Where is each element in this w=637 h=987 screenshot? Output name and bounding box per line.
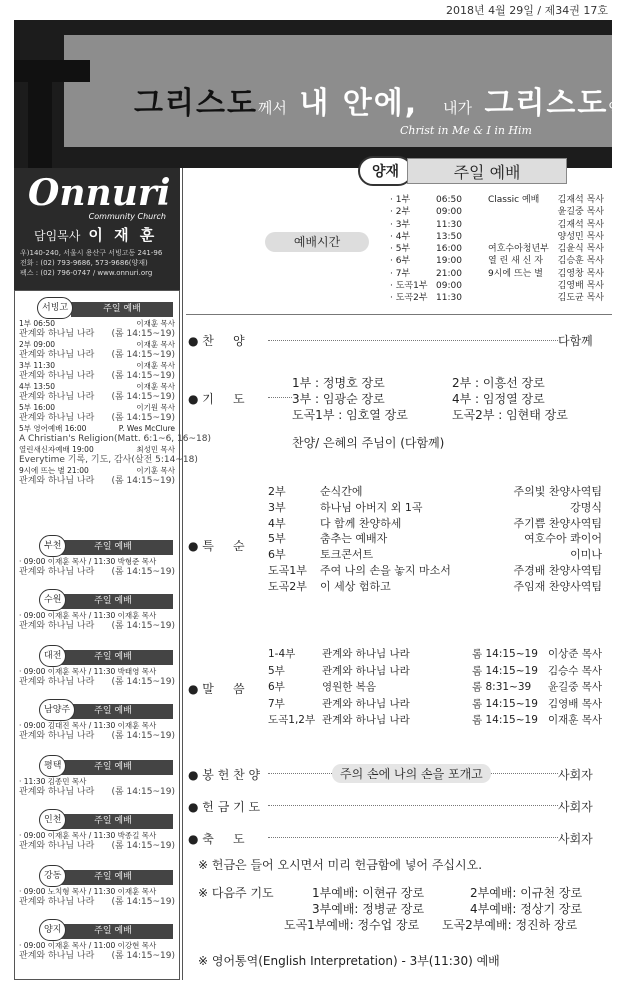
preacher: 이재훈 목사 xyxy=(136,340,175,349)
campus-sermon xyxy=(15,620,179,632)
bong-label: ● 봉 헌 찬 양 xyxy=(188,768,261,782)
song: 하나님 아버지 외 1곡 xyxy=(320,500,423,514)
schedule-cell: 열 린 새 신 자 xyxy=(488,256,543,267)
preacher: 이재훈 목사 xyxy=(136,382,175,391)
schedule-cell: 여호수아청년부 xyxy=(488,244,549,255)
campus-header xyxy=(39,535,173,557)
scripture: (롬 14:15~19) xyxy=(111,350,175,360)
campus-header xyxy=(39,645,173,667)
sermon-title: 관계와 하나님 나라 xyxy=(19,476,95,486)
preacher: 김승수 목사 xyxy=(547,664,602,677)
service: 3부 xyxy=(268,500,286,514)
schedule-cell: 김도균 목사 xyxy=(557,293,604,304)
service-time: 5부 16:00 xyxy=(19,403,56,412)
sermon-list xyxy=(268,646,602,729)
campus-name: 인천 xyxy=(39,809,66,831)
campus-section xyxy=(15,919,179,962)
scripture: (롬 14:15~19) xyxy=(111,731,175,741)
heon-label: ● 헌 금 기 도 xyxy=(188,800,261,814)
schedule-cell: 윤길중 목사 xyxy=(557,207,604,218)
service: 도곡2부 xyxy=(268,579,307,593)
campus-service-title: 주일 예배 xyxy=(53,924,173,939)
preacher: 최성민 목사 xyxy=(136,445,175,454)
schedule-cell: 김재석 목사 xyxy=(557,195,604,205)
schedule-cell: 06:50 xyxy=(436,195,462,205)
service-row xyxy=(15,403,179,412)
service-row xyxy=(15,382,179,391)
service: 5부 xyxy=(268,532,286,546)
preacher: 이재훈 목사 xyxy=(136,361,175,370)
scripture: 롬 14:15~19 xyxy=(472,648,538,660)
sermon-row xyxy=(15,412,179,424)
campus-header xyxy=(39,755,173,777)
schedule-cell: · 7부 xyxy=(390,268,411,279)
seobinggo-section: 서빙고 주일 예배 1부 06:50 이재훈 목사 관계와 하나님 나라 (롬 14:15~19) 2부 09:00 이재훈 목사 관계와 하나님 나라 (롬 14:15~19) 3부 11:30 이재훈 목사 관계와 하나님 나라 (롬 14:15~19) 4부 13:50 이재훈 목사 관계와 하나님 나라 (롬 14:15~19) 5부 16:00 이기원 목사 관계와 하나님 나라 (롬 14:15~19) 5부 영어예배 16:00 P. Wes McClure A Christian's Religion (Matt. 6:1~6, 16~18) 열린새신자예배 19:00 최성민 목사 Everytime 기록, 기도, 감사 (살전 5:14~18) 9시에 뜨는 별 21:00 이기훈 목사 관계와 하나님 나라 (롬 14:15~19) xyxy=(15,297,179,487)
schedule-row xyxy=(390,194,604,206)
church-address: 우)140-240, 서울시 용산구 서빙고동 241-96 전화 : (02) 793-9686, 573-9686(양재) 팩스 : (02) 796-0747 / www.onnuri.org xyxy=(20,249,163,277)
preacher: P. Wes McClure xyxy=(118,424,175,433)
mal-label: ● 말 씀 xyxy=(188,682,245,696)
campus-service-title: 주일 예배 xyxy=(53,760,173,775)
campus-section xyxy=(15,645,179,688)
scripture: (살전 5:14~18) xyxy=(131,455,198,465)
scripture: (롬 14:15~19) xyxy=(111,567,175,577)
campus-name: 부천 xyxy=(39,535,66,557)
song: 순식간에 xyxy=(320,485,363,498)
song: 이 세상 험하고 xyxy=(320,579,391,593)
service: 6부 xyxy=(268,681,285,693)
title: 관계와 하나님 나라 xyxy=(322,648,410,660)
schedule-cell: · 6부 xyxy=(390,256,411,267)
campus-preachers xyxy=(15,777,179,786)
campus-header xyxy=(39,699,173,721)
schedule-cell: 16:00 xyxy=(436,244,462,255)
sermon-row xyxy=(15,433,211,445)
schedule-cell xyxy=(488,231,550,243)
campus-sermon xyxy=(15,676,179,688)
performer: 여호수아 콰이어 xyxy=(524,532,602,546)
sermon-row xyxy=(15,370,179,382)
song: 춤추는 예배자 xyxy=(320,532,388,546)
preachers: · 09:00 이재훈 목사 / 11:30 박종길 목사 xyxy=(19,831,157,840)
sermon-row xyxy=(15,391,179,403)
performer: 강명식 xyxy=(570,500,602,514)
campus-name: 양지 xyxy=(39,919,66,941)
sermon-title: 관계와 하나님 나라 xyxy=(19,350,95,360)
schedule-cell: · 1부 xyxy=(390,195,411,205)
campus-name: 강동 xyxy=(39,865,66,887)
slogan-english: Christ in Me & I in Him xyxy=(400,124,532,137)
campus-preachers xyxy=(15,887,179,896)
scripture: (롬 14:15~19) xyxy=(111,476,175,486)
chan-label: ● 찬 양 xyxy=(188,334,245,348)
sermon-title: Everytime 기록, 기도, 감사 xyxy=(19,455,132,465)
schedule-cell: 13:50 xyxy=(436,231,462,242)
title: 관계와 하나님 나라 xyxy=(322,697,410,710)
scripture: (롬 14:15~19) xyxy=(111,897,175,907)
special-music-row xyxy=(268,579,602,595)
pastor: 담임목사 이 재 훈 xyxy=(34,226,158,244)
scripture: 롬 14:15~19 xyxy=(472,697,538,710)
special-music-list xyxy=(268,484,602,595)
campus-section xyxy=(15,535,179,578)
campus-preachers xyxy=(15,557,179,566)
schedule-cell: 09:00 xyxy=(436,281,462,292)
sermon-row xyxy=(15,475,179,487)
sermon-title: 관계와 하나님 나라 xyxy=(19,841,95,851)
service-row xyxy=(15,424,179,433)
interpretation-note: ※ 영어통역(English Interpretation) - 3부(11:30) 예배 xyxy=(198,954,500,968)
service: 도곡1부 xyxy=(268,563,307,577)
preacher: 이재훈 목사 xyxy=(136,319,175,328)
campus-preachers xyxy=(15,941,179,950)
campus-name: 평택 xyxy=(39,755,66,777)
church-logo-box: Onnuri Community Church 담임목사 이 재 훈 우)140-240, 서울시 용산구 서빙고동 241-96 전화 : (02) 793-9686, 573-9686(양재) 팩스 : (02) 796-0747 / www.onnuri.org xyxy=(14,168,180,290)
campus-service-title: 주일 예배 xyxy=(53,594,173,609)
schedule-cell: 김영창 목사 xyxy=(557,268,604,279)
campus-preachers xyxy=(15,721,179,730)
sermon-title: 관계와 하나님 나라 xyxy=(19,567,95,577)
schedule-cell: 11:30 xyxy=(436,219,462,230)
campus-preachers xyxy=(15,611,179,620)
preachers: · 09:00 이재훈 목사 / 11:30 박태영 목사 xyxy=(19,667,157,676)
schedule-cell: · 도곡1부 xyxy=(390,281,428,292)
schedule-label: 예배시간 xyxy=(265,232,369,252)
slogan: 그리스도께서 내 안에, 내가 그리스도안에 xyxy=(134,86,637,121)
schedule-cell: 김영배 목사 xyxy=(557,281,604,292)
schedule-cell xyxy=(488,206,550,218)
scripture: (롬 14:15~19) xyxy=(111,413,175,423)
service-row xyxy=(15,361,179,370)
schedule-cell xyxy=(488,219,550,231)
campus-column xyxy=(14,290,211,980)
scripture: (롬 14:15~19) xyxy=(111,841,175,851)
campus-section xyxy=(15,699,179,742)
special-music-row xyxy=(268,484,602,500)
sermon-row xyxy=(268,663,602,680)
campus-preachers xyxy=(15,667,179,676)
service-time: 1부 06:50 xyxy=(19,319,56,328)
song: 주여 나의 손을 놓지 마소서 xyxy=(320,563,451,577)
schedule-row xyxy=(390,292,604,304)
schedule-cell: · 도곡2부 xyxy=(390,293,428,304)
schedule-row xyxy=(390,255,604,267)
special-music-row xyxy=(268,547,602,563)
schedule-cell xyxy=(488,292,550,304)
service-time: 2부 09:00 xyxy=(19,340,56,349)
schedule-cell: 11:30 xyxy=(436,293,462,304)
teuk-label: ● 특 순 xyxy=(188,539,245,553)
preachers: · 09:00 김대진 목사 / 11:30 이재훈 목사 xyxy=(19,721,157,730)
schedule-row xyxy=(390,219,604,231)
campus-section xyxy=(15,755,179,798)
preacher: 이기훈 목사 xyxy=(136,466,175,475)
sermon-title: 관계와 하나님 나라 xyxy=(19,677,95,687)
title: 관계와 하나님 나라 xyxy=(322,714,410,726)
next-prayer-label: ※ 다음주 기도 xyxy=(198,886,274,900)
sermon-row xyxy=(268,679,602,696)
campus-header xyxy=(39,809,173,831)
schedule-row xyxy=(390,268,604,280)
preachers: · 09:00 이재훈 목사 / 11:30 이재훈 목사 xyxy=(19,611,157,620)
schedule-cell: 김승훈 목사 xyxy=(557,256,604,267)
sermon-row xyxy=(268,696,602,713)
schedule-cell: 9시에 뜨는 별 xyxy=(488,268,543,279)
scripture: 롬 8:31~39 xyxy=(472,681,532,693)
schedule-cell: · 2부 xyxy=(390,207,411,218)
offertory-song: 주의 손에 나의 손을 포개고 xyxy=(332,764,491,783)
church-logo: Onnuri xyxy=(28,172,171,214)
gido-label: ● 기 도 xyxy=(188,392,245,406)
scripture: (롬 14:15~19) xyxy=(111,951,175,961)
campus-sermon xyxy=(15,786,179,798)
campus-sermon xyxy=(15,730,179,742)
schedule-cell: 양성민 목사 xyxy=(557,231,604,242)
title: 영원한 복음 xyxy=(322,681,377,693)
schedule-row xyxy=(390,231,604,243)
preachers: · 11:30 김종민 목사 xyxy=(19,777,87,786)
service: 1-4부 xyxy=(268,648,296,660)
preacher: 윤길중 목사 xyxy=(547,681,602,693)
campus-service-title: 주일 예배 xyxy=(53,704,173,719)
service: 6부 xyxy=(268,548,286,562)
performer: 이미나 xyxy=(570,548,602,562)
song: 다 함께 찬양하세 xyxy=(320,516,402,530)
campus-preachers xyxy=(15,831,179,840)
service-schedule xyxy=(390,194,604,305)
campus-service-title: 주일 예배 xyxy=(53,814,173,829)
schedule-cell: 09:00 xyxy=(436,207,462,218)
preacher: 이상준 목사 xyxy=(547,648,602,660)
song: 토크콘서트 xyxy=(320,548,374,562)
preacher: 이재훈 목사 xyxy=(547,714,602,726)
issue-date: 2018년 4월 29일 / 제34권 17호 xyxy=(446,4,608,17)
performer: 주기쁨 찬양사역팀 xyxy=(513,516,602,530)
sermon-row xyxy=(15,328,179,340)
sermon-row xyxy=(15,349,179,361)
scripture: (롬 14:15~19) xyxy=(111,329,175,339)
campus-sermon xyxy=(15,896,179,908)
schedule-cell: · 5부 xyxy=(390,244,411,255)
schedule-cell: 김윤식 목사 xyxy=(557,244,604,255)
scripture: (롬 14:15~19) xyxy=(111,392,175,402)
chuk-label: ● 축 도 xyxy=(188,832,245,846)
schedule-row xyxy=(390,280,604,292)
sermon-title: A Christian's Religion xyxy=(19,434,114,444)
scripture: 롬 14:15~19 xyxy=(472,664,538,677)
schedule-row xyxy=(390,206,604,218)
scripture: (롬 14:15~19) xyxy=(111,787,175,797)
service-tab: 양재 주일 예배 xyxy=(358,156,567,186)
title: 관계와 하나님 나라 xyxy=(322,664,410,677)
sermon-row xyxy=(268,646,602,663)
sermon-title: 관계와 하나님 나라 xyxy=(19,371,95,381)
campus-service-title: 주일 예배 xyxy=(53,870,173,885)
service-time: 열린새신자예배 19:00 xyxy=(19,445,94,454)
special-music-row xyxy=(268,516,602,532)
service-time: 3부 11:30 xyxy=(19,361,56,370)
service-time: 9시에 뜨는 별 21:00 xyxy=(19,466,89,475)
scripture: 롬 14:15~19 xyxy=(472,714,538,726)
performer: 주경배 찬양사역팀 xyxy=(513,563,602,577)
performer: 주의빛 찬양사역팀 xyxy=(513,485,602,498)
schedule-cell xyxy=(488,280,550,292)
schedule-cell: 김재석 목사 xyxy=(557,219,604,230)
preacher: 이기원 목사 xyxy=(136,403,175,412)
campus-header xyxy=(39,919,173,941)
scripture: (Matt. 6:1~6, 16~18) xyxy=(113,434,211,444)
sermon-title: 관계와 하나님 나라 xyxy=(19,731,95,741)
service-row xyxy=(15,445,179,454)
sermon-title: 관계와 하나님 나라 xyxy=(19,329,95,339)
schedule-cell: Classic 예배 xyxy=(488,195,540,205)
schedule-cell: · 3부 xyxy=(390,219,411,230)
service: 7부 xyxy=(268,697,285,710)
service-row xyxy=(15,466,179,475)
campus-sermon xyxy=(15,566,179,578)
preacher: 김영배 목사 xyxy=(547,697,602,710)
schedule-cell: 21:00 xyxy=(436,268,462,279)
cross-icon xyxy=(14,60,90,82)
service-time: 5부 영어예배 16:00 xyxy=(19,424,87,433)
service-time: 4부 13:50 xyxy=(19,382,56,391)
service-row xyxy=(15,340,179,349)
service-row xyxy=(15,319,179,328)
campus-sermon xyxy=(15,840,179,852)
service: 5부 xyxy=(268,664,285,677)
special-music-row xyxy=(268,563,602,579)
offering-note: ※ 헌금은 들어 오시면서 미리 헌금함에 넣어 주십시오. xyxy=(198,858,483,872)
schedule-cell: 19:00 xyxy=(436,256,462,267)
campus-name: 남양주 xyxy=(39,699,75,721)
campus-section xyxy=(15,589,179,632)
performer: 주임재 찬양사역팀 xyxy=(513,579,602,593)
schedule-row xyxy=(390,243,604,255)
schedule-cell: · 4부 xyxy=(390,231,411,242)
sermon-row xyxy=(268,712,602,729)
campus-section xyxy=(15,809,179,852)
special-music-row xyxy=(268,500,602,516)
scripture: (롬 14:15~19) xyxy=(111,621,175,631)
preachers: · 09:00 이재훈 목사 / 11:30 박형준 목사 xyxy=(19,557,157,566)
campus-header xyxy=(39,865,173,887)
scripture: (롬 14:15~19) xyxy=(111,371,175,381)
sermon-title: 관계와 하나님 나라 xyxy=(19,951,95,961)
campus-section xyxy=(15,865,179,908)
sermon-title: 관계와 하나님 나라 xyxy=(19,413,95,423)
campus-service-title: 주일 예배 xyxy=(53,540,173,555)
service: 도곡1,2부 xyxy=(268,714,316,726)
campus-sermon xyxy=(15,950,179,962)
campus-header xyxy=(39,589,173,611)
sermon-row xyxy=(15,454,198,466)
sermon-title: 관계와 하나님 나라 xyxy=(19,621,95,631)
preachers: · 09:00 노치형 목사 / 11:30 이재훈 목사 xyxy=(19,887,157,896)
service: 4부 xyxy=(268,516,286,530)
campus-name: 대전 xyxy=(39,645,66,667)
sermon-title: 관계와 하나님 나라 xyxy=(19,392,95,402)
preachers: · 09:00 이재훈 목사 / 11:00 이강현 목사 xyxy=(19,941,157,950)
sermon-title: 관계와 하나님 나라 xyxy=(19,897,95,907)
scripture: (롬 14:15~19) xyxy=(111,677,175,687)
special-music-row xyxy=(268,531,602,547)
sermon-title: 관계와 하나님 나라 xyxy=(19,787,95,797)
campus-service-title: 주일 예배 xyxy=(53,650,173,665)
service: 2부 xyxy=(268,485,286,498)
campus-name: 수원 xyxy=(39,589,66,611)
banner xyxy=(14,20,637,168)
